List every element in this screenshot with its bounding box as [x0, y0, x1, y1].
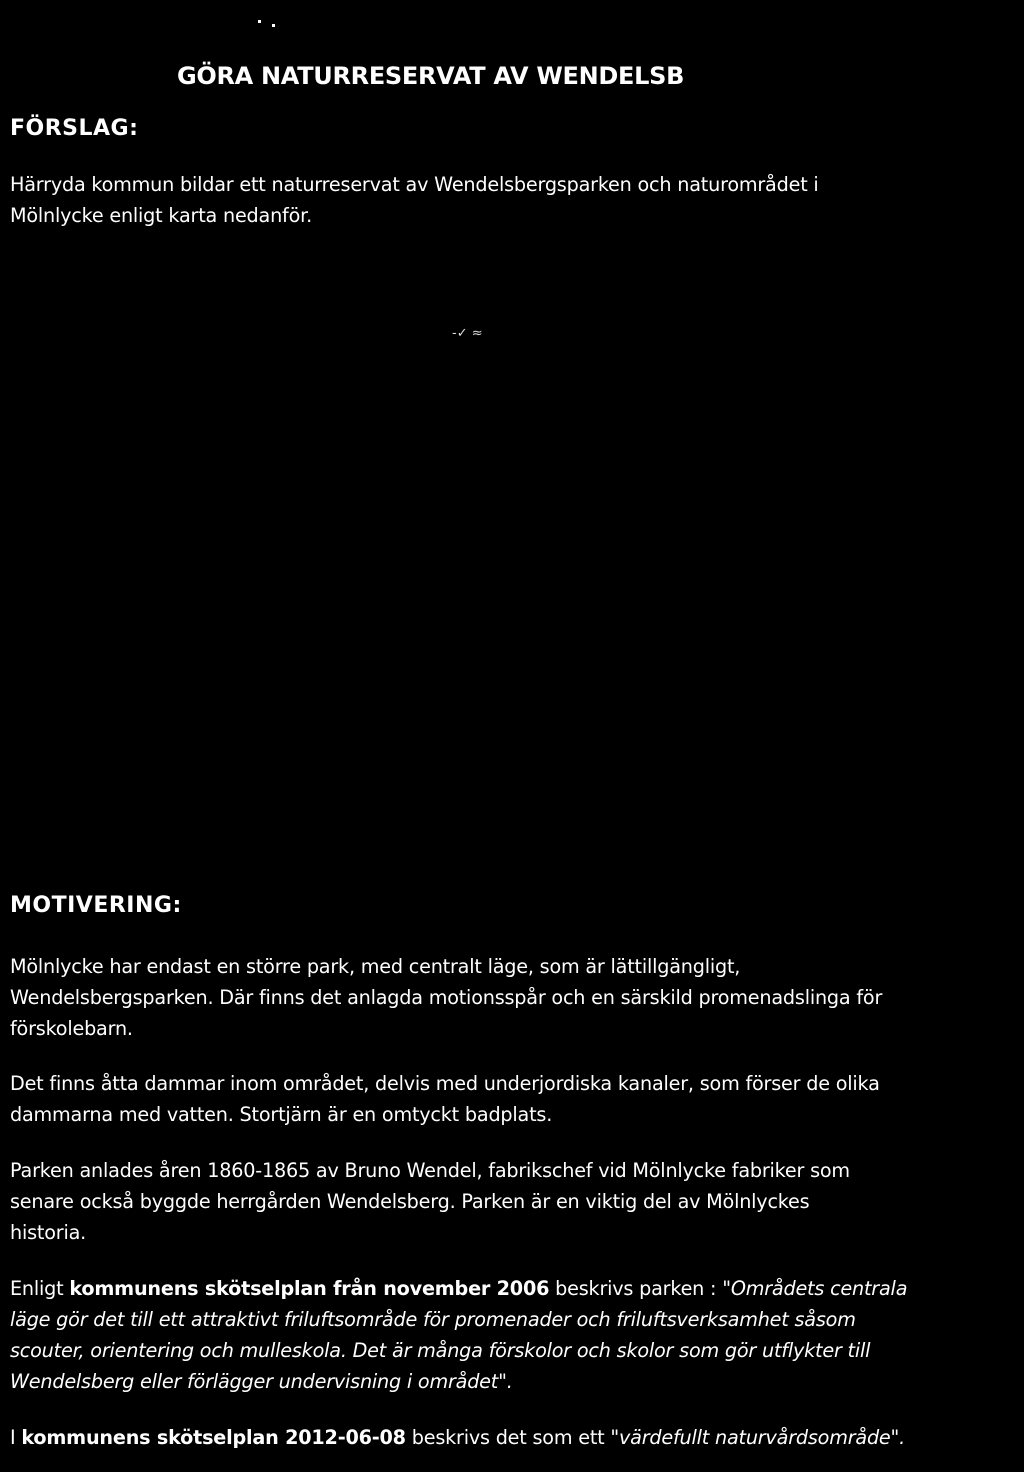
scan-speck: [272, 24, 275, 27]
motivation-line: Det finns åtta dammar inom området, delvis med underjordiska kanaler, som förser de olika: [10, 1072, 880, 1095]
motivation-line: senare också byggde herrgården Wendelsberg. Parken är en viktig del av Mölnlyckes: [10, 1190, 810, 1213]
quote-line: [10, 1308, 856, 1331]
proposal-heading: FÖRSLAG:: [10, 116, 139, 141]
quote-lead: beskrivs parken :: [549, 1277, 723, 1300]
plan-reference: kommunens skötselplan 2012-06-08: [21, 1426, 406, 1449]
quote-text: "värdefullt naturvårdsområde".: [610, 1426, 906, 1449]
quote-text: Wendelsberg eller förlägger undervisning i området".: [10, 1370, 513, 1393]
motivation-heading: MOTIVERING:: [10, 893, 182, 918]
proposal-line: Härryda kommun bildar ett naturreservat av Wendelsbergsparken och naturområdet i: [10, 173, 819, 196]
quote-text: "Områdets centrala: [722, 1277, 908, 1300]
motivation-line: förskolebarn.: [10, 1017, 133, 1040]
quote-line: [10, 1370, 513, 1393]
motivation-line: dammarna med vatten. Stortjärn är en omtyckt badplats.: [10, 1103, 553, 1126]
quote-line: [10, 1339, 870, 1362]
motivation-line: historia.: [10, 1221, 87, 1244]
quote-text: läge gör det till ett attraktivt friluftsområde för promenader och friluftsverksamhet såsom: [10, 1308, 856, 1331]
quote-text: scouter, orientering och mulleskola. Det är många förskolor och skolor som gör utflykter till: [10, 1339, 871, 1362]
quote-intro: Enligt: [10, 1277, 70, 1300]
proposal-line: Mölnlycke enligt karta nedanför.: [10, 204, 312, 227]
motivation-line: Wendelsbergsparken. Där finns det anlagda motionsspår och en särskild promenadslinga för: [10, 986, 883, 1009]
map-scan-mark: -✓ ≈: [452, 326, 483, 341]
scan-speck: [258, 20, 261, 23]
final-lead: beskrivs det som ett: [405, 1426, 611, 1449]
plan-reference: kommunens skötselplan från november 2006: [69, 1277, 550, 1300]
quote-line: [10, 1277, 907, 1300]
document-title: GÖRA NATURRESERVAT AV WENDELSB: [177, 62, 685, 90]
motivation-line: Parken anlades åren 1860-1865 av Bruno Wendel, fabrikschef vid Mölnlycke fabriker som: [10, 1159, 850, 1182]
final-intro: I: [10, 1426, 22, 1449]
motivation-line: Mölnlycke har endast en större park, med centralt läge, som är lättillgängligt,: [10, 955, 741, 978]
final-line: [10, 1426, 905, 1449]
